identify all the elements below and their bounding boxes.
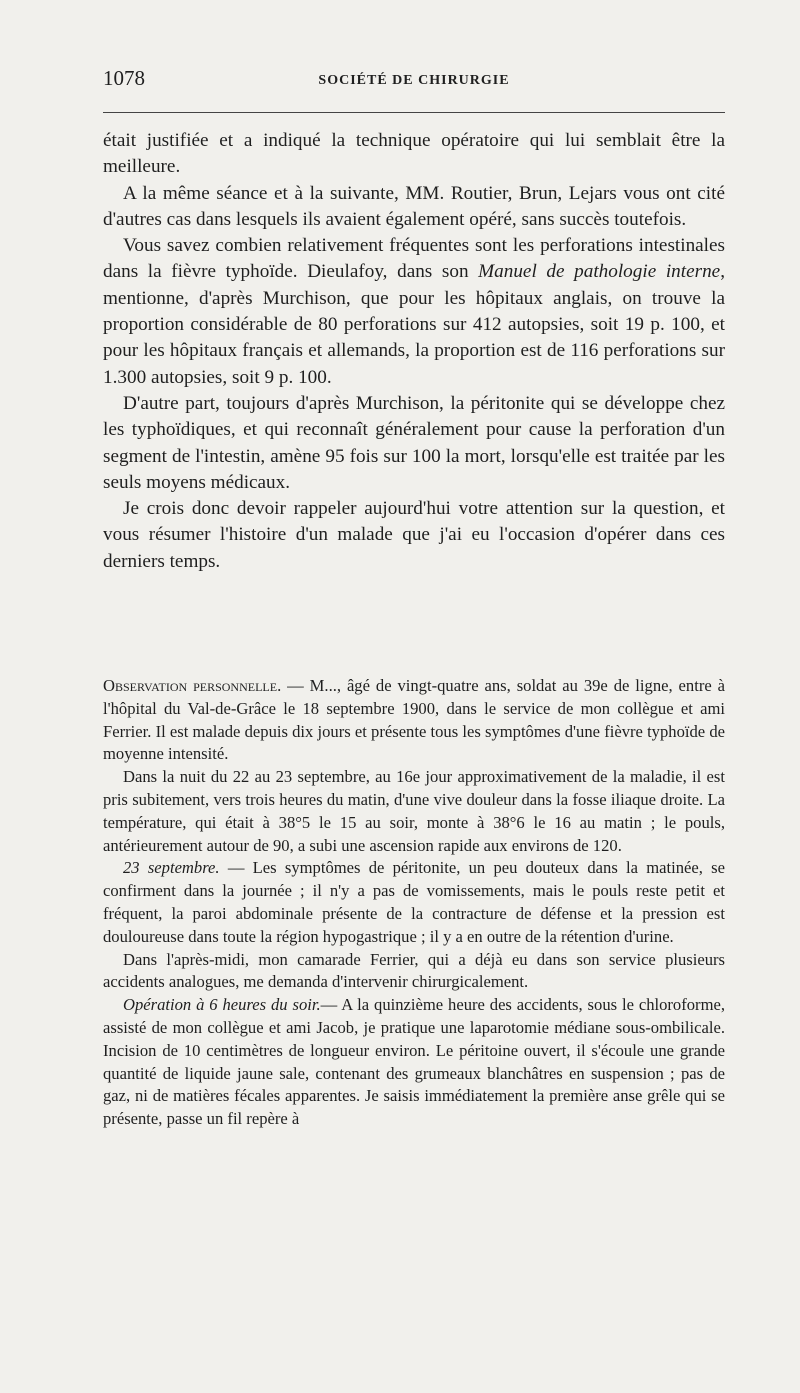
text-run: — Les symptômes de péritonite, un peu douteux dans la matinée, se confirment dans la journée ; il n'y a pas de vomissements, mais le pouls reste petit et fréquent, la paroi abdominale présente de la contracture de défense et la pression est douloureuse dans toute la région hypogastrique ; il y a en outre de la rétention d'urine. xyxy=(103,858,725,946)
date-label: 23 septembre. xyxy=(123,858,220,878)
observation-heading: Observation personnelle. xyxy=(103,676,282,695)
page-header xyxy=(103,64,725,104)
text-run: , mentionne, d'après Murchison, que pour les hôpitaux anglais, on trouve la proportion considérable de 80 perforations sur 412 autopsies, soit 19 p. 100, et pour les hôpitaux français et allemands, la proportion est de 116 perforations sur 1.300 autopsies, soit 9 p. 100. xyxy=(103,261,725,388)
paragraph: Je crois donc devoir rappeler aujourd'hui votre attention sur la question, et vous résumer l'histoire d'un malade que j'ai eu l'occasion d'opérer dans ces derniers temps. xyxy=(103,498,725,572)
paragraph: Dans l'après-midi, mon camarade Ferrier, qui a déjà eu dans son service plusieurs accidents analogues, me demanda d'intervenir chirurgicalement. xyxy=(103,949,725,992)
paragraph xyxy=(103,675,725,766)
running-title: SOCIÉTÉ DE CHIRURGIE xyxy=(318,73,510,88)
paragraph xyxy=(103,857,725,948)
operation-label: Opération à 6 heures du soir. xyxy=(123,995,321,1015)
observation-section xyxy=(103,675,725,1131)
page-number: 1078 xyxy=(103,66,145,90)
text-run: Vous savez combien relativement fréquentes sont les perforations intestinales dans la fièvre typhoïde. Dieulafoy, dans son xyxy=(103,235,725,283)
main-text xyxy=(103,128,725,575)
text-run: — M..., âgé de vingt-quatre ans, soldat au 39e de ligne, entre à l'hôpital du Val-de-Grâce le 18 septembre 1900, dans le service de mon collègue et ami Ferrier. Il est malade depuis dix jours et présente tous les symptômes d'une fièvre typhoïde de moyenne intensité. xyxy=(103,676,726,764)
paragraph xyxy=(103,233,725,391)
header-rule xyxy=(103,112,725,113)
paragraph: D'autre part, toujours d'après Murchison, la péritonite qui se développe chez les typhoïdiques, et qui reconnaît généralement pour cause la perforation d'un segment de l'intestin, amène 95 fois sur 100 la mort, lorsqu'elle est traitée par les seuls moyens médicaux. xyxy=(103,392,725,493)
paragraph: était justifiée et a indiqué la technique opératoire qui lui semblait être la meilleure. xyxy=(103,130,725,178)
paragraph: Dans la nuit du 22 au 23 septembre, au 16e jour approximativement de la maladie, il est pris subitement, vers trois heures du matin, d'une vive douleur dans la fosse iliaque droite. La température, qui était à 38°5 le 15 au soir, monte à 38°6 le 16 au matin ; le pouls, antérieurement autour de 90, a subi une ascension rapide aux environs de 120. xyxy=(103,767,725,855)
book-title: Manuel de pathologie interne xyxy=(478,261,721,283)
text-run: — A la quinzième heure des accidents, sous le chloroforme, assisté de mon collègue et ami Jacob, je pratique une laparotomie médiane sous-ombilicale. Incision de 10 centimètres de longueur environ. Le péritoine ouvert, il s'écoule une grande quantité de liquide jaune sale, contenant des grumeaux blanchâtres en suspension ; pas de gaz, ni de matières fécales apparentes. Je saisis immédiatement la première anse grêle qui se présente, passe un fil repère à xyxy=(103,995,725,1129)
paragraph xyxy=(103,994,725,1131)
paragraph: A la même séance et à la suivante, MM. Routier, Brun, Lejars vous ont cité d'autres cas dans lesquels ils avaient également opéré, sans succès toutefois. xyxy=(103,182,725,230)
